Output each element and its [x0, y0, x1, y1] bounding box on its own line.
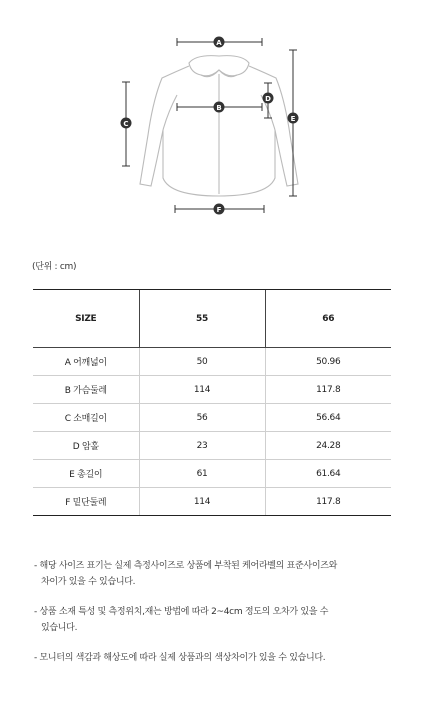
header-55: 55 [139, 290, 265, 348]
unit-label: (단위 : cm) [32, 262, 77, 272]
garment-measurement-diagram [0, 0, 438, 230]
cell-55: 56 [139, 404, 265, 432]
header-66: 66 [265, 290, 391, 348]
note-measurement-error [34, 604, 394, 636]
marker-A [214, 37, 225, 48]
svg-text:F: F [216, 206, 222, 214]
note-line: 있습니다. [41, 623, 78, 633]
note-line: - 해당 사이즈 표기는 실제 측정사이즈로 상품에 부착된 케어라벨의 표준사이즈와 [34, 561, 337, 571]
cell-55: 61 [139, 460, 265, 488]
cell-66: 24.28 [265, 432, 391, 460]
svg-text:E: E [290, 115, 296, 123]
note-line: - 상품 소재 특성 및 측정위치,재는 방법에 따라 2~4cm 정도의 오차가 있을 수 [34, 607, 329, 617]
row-label: C 소매길이 [33, 404, 139, 432]
marker-D [263, 93, 274, 104]
jacket-outline [140, 56, 298, 196]
row-label: F 밑단둘레 [33, 488, 139, 516]
table-row [33, 488, 391, 516]
cell-55: 23 [139, 432, 265, 460]
note-line: 차이가 있을 수 있습니다. [41, 577, 136, 587]
marker-E [288, 113, 299, 124]
header-size: SIZE [33, 290, 139, 348]
note-line: - 모니터의 색감과 해상도에 따라 실제 상품과의 색상차이가 있을 수 있습니다. [34, 653, 326, 663]
note-size-label [34, 558, 394, 590]
size-table [33, 289, 391, 516]
table-row [33, 348, 391, 376]
cell-66: 50.96 [265, 348, 391, 376]
cell-55: 114 [139, 488, 265, 516]
row-label: A 어깨넓이 [33, 348, 139, 376]
cell-66: 56.64 [265, 404, 391, 432]
row-label: B 가슴둘레 [33, 376, 139, 404]
row-label: E 총길이 [33, 460, 139, 488]
notes [34, 558, 394, 680]
marker-F [214, 204, 225, 215]
svg-text:D: D [265, 95, 271, 103]
cell-55: 114 [139, 376, 265, 404]
row-label: D 암홀 [33, 432, 139, 460]
table-row [33, 404, 391, 432]
table-row [33, 432, 391, 460]
table-row [33, 460, 391, 488]
svg-text:C: C [123, 120, 129, 128]
cell-55: 50 [139, 348, 265, 376]
cell-66: 61.64 [265, 460, 391, 488]
cell-66: 117.8 [265, 376, 391, 404]
marker-B [214, 102, 225, 113]
table-row [33, 376, 391, 404]
size-table-header [33, 290, 391, 348]
measurement-lines [122, 38, 297, 213]
svg-text:A: A [216, 39, 222, 47]
svg-text:B: B [216, 104, 222, 112]
cell-66: 117.8 [265, 488, 391, 516]
marker-C [121, 118, 132, 129]
note-monitor-color [34, 650, 394, 666]
